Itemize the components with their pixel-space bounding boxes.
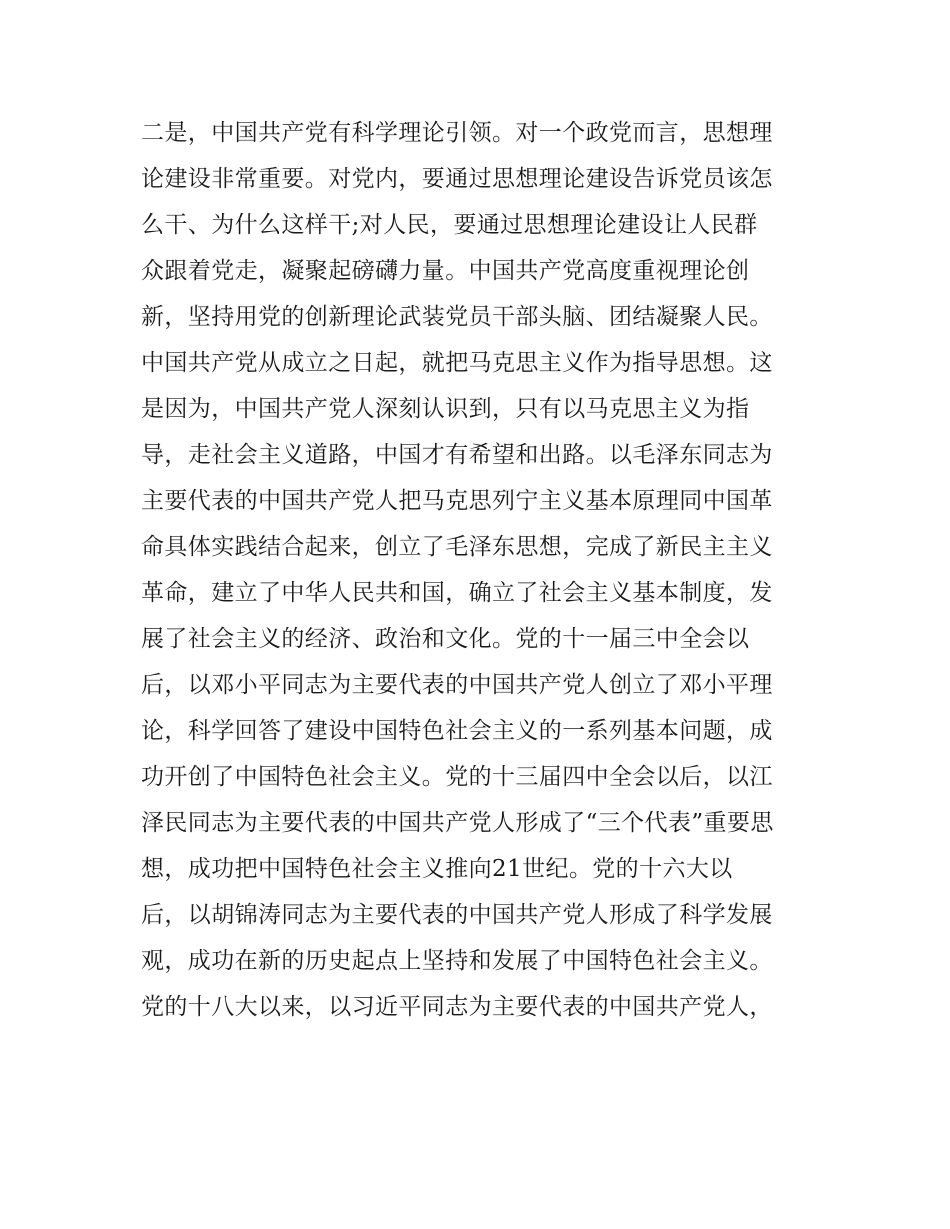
text-line-14: 论，科学回答了建设中国特色社会主义的一系列基本问题，成	[141, 718, 773, 744]
text-line-17: 想，成功把中国特色社会主义推向21世纪。党的十六大以	[141, 856, 733, 882]
text-line-20: 党的十八大以来，以习近平同志为主要代表的中国共产党人，	[141, 994, 773, 1020]
text-line-5: 新，坚持用党的创新理论武装党员干部头脑、团结凝聚人民。	[141, 304, 773, 330]
text-line-1: 二是，中国共产党有科学理论引领。对一个政党而言，思想理	[141, 120, 773, 146]
body-paragraph	[141, 110, 841, 1030]
text-line-9: 主要代表的中国共产党人把马克思列宁主义基本原理同中国革	[141, 488, 773, 514]
text-line-16: 泽民同志为主要代表的中国共产党人形成了“三个代表”重要思	[141, 810, 774, 836]
text-line-10: 命具体实践结合起来，创立了毛泽东思想，完成了新民主主义	[141, 534, 773, 560]
text-line-8: 导，走社会主义道路，中国才有希望和出路。以毛泽东同志为	[141, 442, 773, 468]
text-line-4: 众跟着党走，凝聚起磅礴力量。中国共产党高度重视理论创	[141, 258, 750, 284]
text-line-2: 论建设非常重要。对党内，要通过思想理论建设告诉党员该怎	[141, 166, 773, 192]
text-line-18: 后，以胡锦涛同志为主要代表的中国共产党人形成了科学发展	[141, 902, 773, 928]
text-line-15: 功开创了中国特色社会主义。党的十三届四中全会以后，以江	[141, 764, 773, 790]
text-line-12: 展了社会主义的经济、政治和文化。党的十一届三中全会以	[141, 626, 750, 652]
text-line-6: 中国共产党从成立之日起，就把马克思主义作为指导思想。这	[141, 350, 773, 376]
text-line-11: 革命，建立了中华人民共和国，确立了社会主义基本制度，发	[141, 580, 773, 606]
text-line-3: 么干、为什么这样干;对人民，要通过思想理论建设让人民群	[141, 212, 758, 238]
text-line-19: 观，成功在新的历史起点上坚持和发展了中国特色社会主义。	[141, 948, 773, 974]
text-line-13: 后，以邓小平同志为主要代表的中国共产党人创立了邓小平理	[141, 672, 773, 698]
text-line-7: 是因为，中国共产党人深刻认识到，只有以马克思主义为指	[141, 396, 750, 422]
